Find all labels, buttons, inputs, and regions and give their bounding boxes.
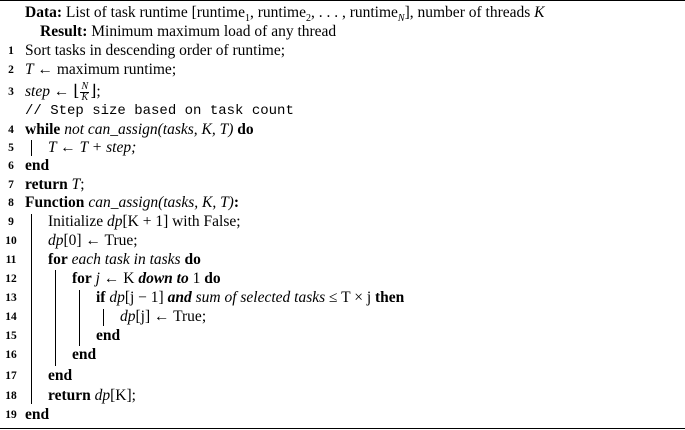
if-block-bar — [103, 309, 104, 326]
top-rule — [0, 0, 685, 1]
function-block-bar — [31, 214, 32, 404]
bottom-rule — [0, 428, 685, 429]
for-j-block-bar — [79, 290, 80, 346]
for-task-block-bar — [55, 270, 56, 366]
fraction: $\frac{N}{K}$ — [81, 80, 89, 103]
algorithm-box: Data: List of task runtime [runtime$_1$, runtime$_2$, . . . , runtime$_N$], number of threads K Result: Minimum maximum load of any thread 1 Sort tasks in descending order of runtime; 2 T ← maximum runtime; 3 step ← ⌊ $\frac{N}{K}$ ⌋; // Step size based on task count 4 while not can_assign(tasks, K, T) do 5 T ← T + step; 6 end 7 return T; 8 Function can_assign(tasks, K, T): 9 Initialize dp[K + 1] with False; 10 dp[0] ← True; 11 for each task in tasks do 12 for j ← K down to 1 do 13 if dp[j − 1] and sum of selected tasks ≤ T × j then 14 dp[j] ← True; 15 end 16 end 17 end 18 return dp[K]; 19 end — [0, 0, 685, 430]
block-bar — [31, 140, 32, 156]
